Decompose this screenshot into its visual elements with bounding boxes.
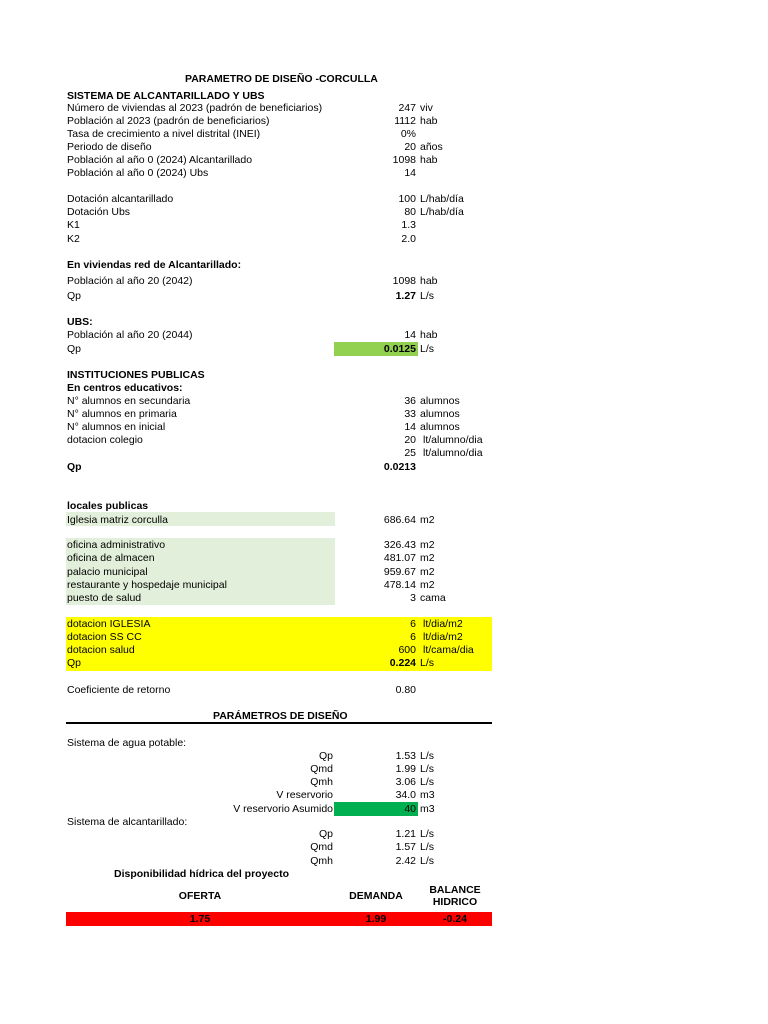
row-label: dotacion IGLESIA bbox=[67, 618, 151, 630]
section-header-parametros: PARÁMETROS DE DISEÑO bbox=[213, 710, 348, 722]
row-unit: lt/cama/dia bbox=[423, 644, 474, 656]
row-label: N° alumnos en primaria bbox=[67, 408, 177, 420]
row-label: Qmd bbox=[310, 841, 333, 853]
row-value: 34.0 bbox=[395, 789, 416, 801]
row-unit: L/s bbox=[420, 855, 435, 867]
row-unit: lt/dia/m2 bbox=[423, 631, 463, 643]
row-value: 33 bbox=[404, 408, 416, 420]
row-label: Tasa de crecimiento a nivel distrital (INEI) bbox=[67, 128, 261, 140]
row-value: 1.3 bbox=[401, 219, 416, 231]
coef-value: 0.80 bbox=[395, 684, 416, 696]
row-unit: viv bbox=[420, 102, 433, 114]
row-label: dotacion salud bbox=[67, 644, 135, 656]
row-unit: hab bbox=[420, 115, 438, 127]
row-value: 247 bbox=[398, 102, 416, 114]
balance-demanda-value: 1.99 bbox=[365, 913, 387, 925]
row-label: Población al año 0 (2024) Ubs bbox=[67, 167, 209, 179]
ubs-pop-value: 14 bbox=[404, 329, 416, 341]
row-value: 1.57 bbox=[395, 841, 416, 853]
row-value: 20 bbox=[404, 434, 416, 446]
agua-label: Sistema de agua potable: bbox=[67, 737, 187, 749]
row-label: oficina de almacen bbox=[67, 552, 155, 564]
row-label: Población al año 0 (2024) Alcantarillado bbox=[67, 154, 253, 166]
section-header-ubs: UBS: bbox=[67, 316, 93, 328]
col-balance-line2: HIDRICO bbox=[432, 896, 478, 908]
row-label: Dotación Ubs bbox=[67, 206, 131, 218]
row-value: 36 bbox=[404, 395, 416, 407]
ubs-qp-label: Qp bbox=[67, 343, 82, 355]
row-label: Dotación alcantarillado bbox=[67, 193, 174, 205]
section-header-instituciones: INSTITUCIONES PUBLICAS bbox=[67, 369, 205, 381]
row-unit: alumnos bbox=[420, 421, 460, 433]
viviendas-qp-unit: L/s bbox=[420, 290, 435, 302]
ubs-qp-value: 0.0125 bbox=[383, 343, 416, 355]
row-unit: m2 bbox=[420, 552, 435, 564]
row-unit: cama bbox=[420, 592, 446, 604]
viviendas-pop-unit: hab bbox=[420, 275, 438, 287]
alcantarillado-label: Sistema de alcantarillado: bbox=[67, 816, 188, 828]
instituciones-qp-label: Qp bbox=[67, 461, 82, 473]
row-value: 3.06 bbox=[395, 776, 416, 788]
row-value: 481.07 bbox=[383, 552, 416, 564]
row-value: 20 bbox=[404, 141, 416, 153]
row-label: Periodo de diseño bbox=[67, 141, 152, 153]
row-value: 600 bbox=[398, 644, 416, 656]
row-value: 40 bbox=[404, 803, 416, 815]
row-value: 6 bbox=[410, 631, 416, 643]
row-label: Número de viviendas al 2023 (padrón de beneficiarios) bbox=[67, 102, 323, 114]
row-label: Población al 2023 (padrón de beneficiarios) bbox=[67, 115, 270, 127]
balance-oferta-value: 1.75 bbox=[189, 913, 211, 925]
subheader-centros-educativos: En centros educativos: bbox=[67, 382, 183, 394]
row-label: K2 bbox=[67, 233, 80, 245]
row-unit: L/s bbox=[420, 763, 435, 775]
dotaciones-qp-label: Qp bbox=[67, 657, 82, 669]
row-value: 1.21 bbox=[395, 828, 416, 840]
viviendas-qp-label: Qp bbox=[67, 290, 82, 302]
row-label: V reservorio bbox=[276, 789, 333, 801]
row-label: N° alumnos en inicial bbox=[67, 421, 166, 433]
row-value: 3 bbox=[410, 592, 416, 604]
row-value: 14 bbox=[404, 421, 416, 433]
row-unit: años bbox=[420, 141, 443, 153]
row-value: 1112 bbox=[394, 115, 416, 127]
row-value: 0% bbox=[400, 128, 416, 140]
row-unit: m3 bbox=[420, 803, 435, 815]
col-demanda: DEMANDA bbox=[349, 890, 403, 902]
coef-label: Coeficiente de retorno bbox=[67, 684, 171, 696]
section-header-locales: locales publicas bbox=[67, 500, 149, 512]
row-unit: alumnos bbox=[420, 408, 460, 420]
row-label: Iglesia matriz corculla bbox=[67, 514, 168, 526]
page-title: PARAMETRO DE DISEÑO -CORCULLA bbox=[185, 73, 378, 85]
row-unit: L/hab/día bbox=[420, 206, 464, 218]
viviendas-pop-label: Población al año 20 (2042) bbox=[67, 275, 193, 287]
row-unit: m2 bbox=[420, 566, 435, 578]
row-label: Qp bbox=[318, 828, 333, 840]
row-label: Qmh bbox=[310, 776, 333, 788]
row-value: 14 bbox=[404, 167, 416, 179]
row-value: 1.99 bbox=[395, 763, 416, 775]
row-label: dotacion colegio bbox=[67, 434, 143, 446]
row-value: 6 bbox=[410, 618, 416, 630]
section-header-alcantarillado: SISTEMA DE ALCANTARILLADO Y UBS bbox=[67, 90, 265, 102]
viviendas-qp-value: 1.27 bbox=[395, 290, 416, 302]
ubs-qp-unit: L/s bbox=[420, 343, 435, 355]
row-label: K1 bbox=[67, 219, 80, 231]
row-label: dotacion SS CC bbox=[67, 631, 142, 643]
row-unit: L/hab/día bbox=[420, 193, 464, 205]
row-unit: hab bbox=[420, 154, 438, 166]
col-oferta: OFERTA bbox=[178, 890, 222, 902]
instituciones-qp-value: 0.0213 bbox=[383, 461, 416, 473]
row-unit: m3 bbox=[420, 789, 435, 801]
row-label: oficina administrativo bbox=[67, 539, 166, 551]
row-label: Qp bbox=[318, 750, 333, 762]
row-value: 959.67 bbox=[383, 566, 416, 578]
row-value: 478.14 bbox=[383, 579, 416, 591]
dotaciones-qp-value: 0.224 bbox=[389, 657, 416, 669]
row-label: N° alumnos en secundaria bbox=[67, 395, 191, 407]
ubs-pop-unit: hab bbox=[420, 329, 438, 341]
balance-header: Disponibilidad hídrica del proyecto bbox=[114, 868, 290, 880]
row-label: Qmh bbox=[310, 855, 333, 867]
dotaciones-qp-unit: L/s bbox=[420, 657, 435, 669]
row-value: 2.0 bbox=[401, 233, 416, 245]
row-value: 326.43 bbox=[383, 539, 416, 551]
row-unit: m2 bbox=[420, 579, 435, 591]
ubs-pop-label: Población al año 20 (2044) bbox=[67, 329, 193, 341]
divider-line bbox=[66, 722, 492, 724]
row-unit: lt/alumno/dia bbox=[423, 434, 483, 446]
row-value: 2.42 bbox=[395, 855, 416, 867]
row-label: puesto de salud bbox=[67, 592, 142, 604]
row-unit: L/s bbox=[420, 841, 435, 853]
row-value: 80 bbox=[404, 206, 416, 218]
row-label: restaurante y hospedaje municipal bbox=[67, 579, 227, 591]
row-unit: L/s bbox=[420, 750, 435, 762]
row-unit: lt/alumno/dia bbox=[423, 447, 483, 459]
row-unit: lt/dia/m2 bbox=[423, 618, 463, 630]
viviendas-pop-value: 1098 bbox=[392, 275, 416, 287]
row-value: 100 bbox=[398, 193, 416, 205]
row-unit: L/s bbox=[420, 776, 435, 788]
row-unit: m2 bbox=[420, 514, 435, 526]
row-label: Qmd bbox=[310, 763, 333, 775]
row-unit: L/s bbox=[420, 828, 435, 840]
row-label: palacio municipal bbox=[67, 566, 148, 578]
row-value: 25 bbox=[404, 447, 416, 459]
balance-hidrico-value: -0.24 bbox=[443, 913, 467, 925]
row-unit: m2 bbox=[420, 539, 435, 551]
section-header-viviendas: En viviendas red de Alcantarillado: bbox=[67, 259, 242, 271]
row-value: 1.53 bbox=[395, 750, 416, 762]
row-unit: alumnos bbox=[420, 395, 460, 407]
col-balance-line1: BALANCE bbox=[429, 884, 481, 896]
row-value: 1098 bbox=[392, 154, 416, 166]
row-value: 686.64 bbox=[383, 514, 416, 526]
row-label: V reservorio Asumido bbox=[233, 803, 333, 815]
